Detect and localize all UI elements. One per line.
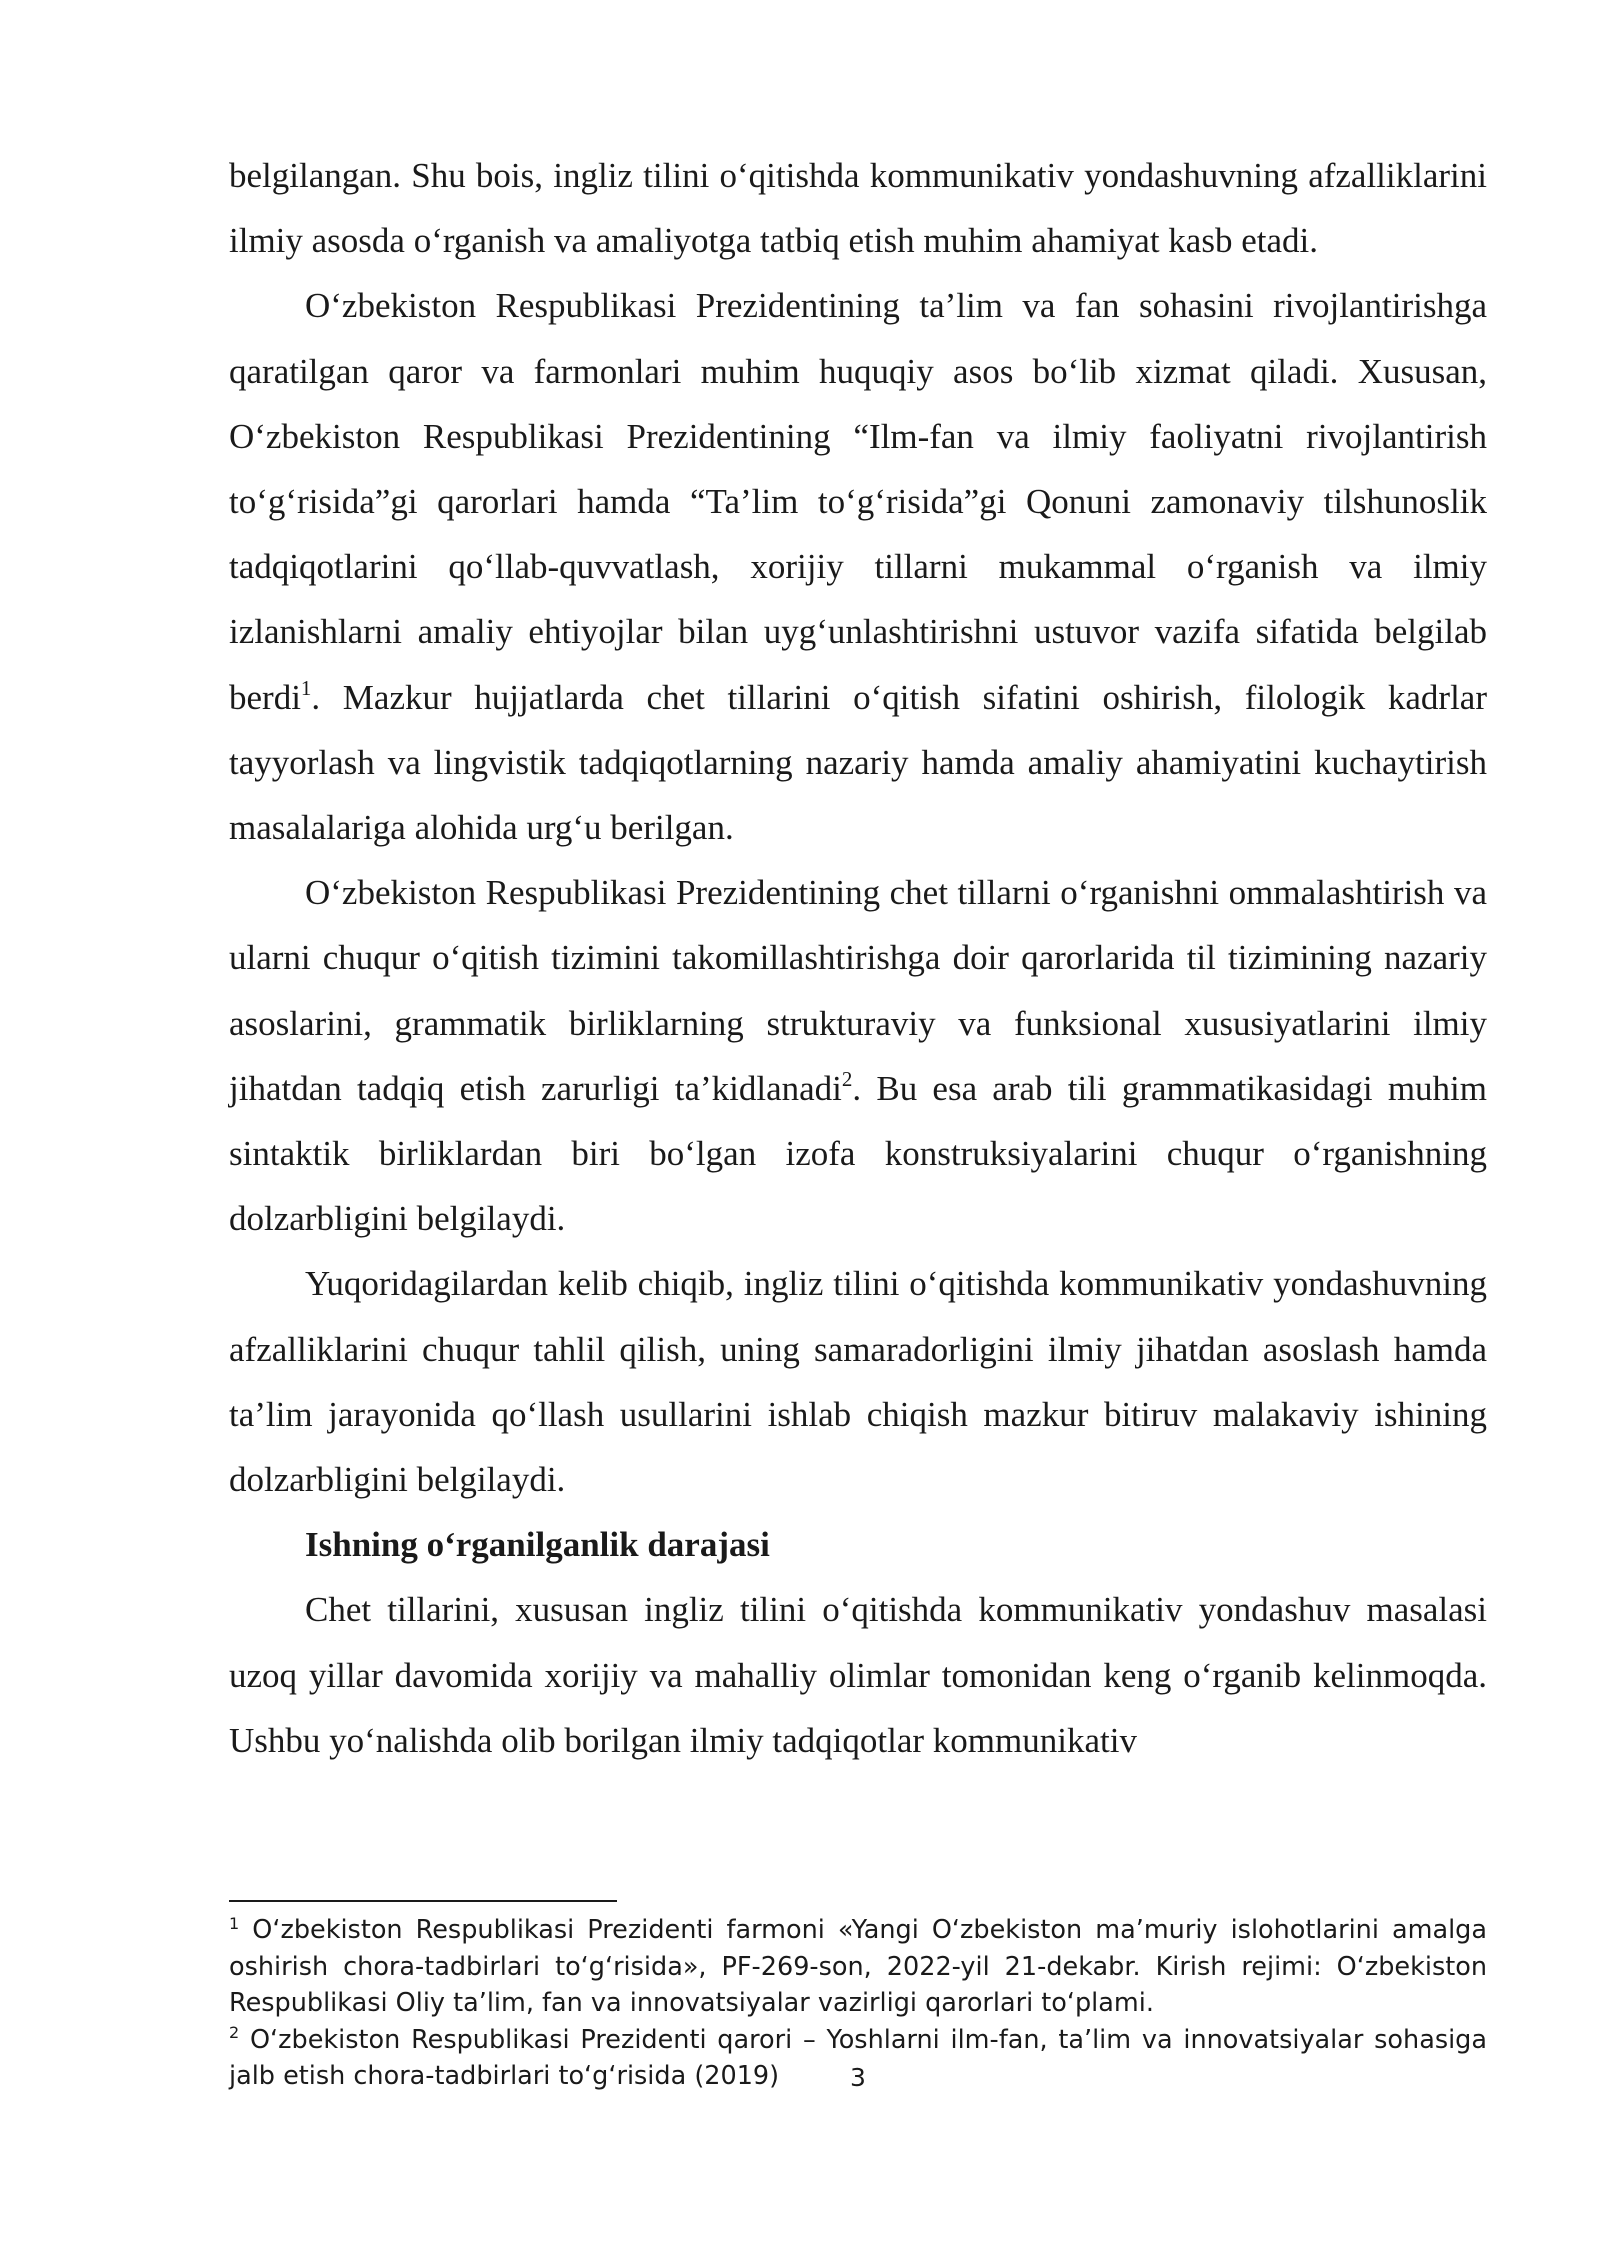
footnote-marker: 1 xyxy=(229,1913,240,1933)
section-heading: Ishning o‘rganilganlik darajasi xyxy=(305,1525,770,1565)
footnote-ref-2[interactable]: 2 xyxy=(841,1067,853,1092)
page-number: 3 xyxy=(850,2063,866,2092)
footnote-1 xyxy=(229,1912,1487,2022)
paragraph-3: O‘zbekiston Respublikasi Prezidentining chet tillarni o‘rganishni ommalashtirish va ularni chuqur o‘qitish tizimini takomillashtirishga doir qarorlarida til tizimining nazariy asoslarini, grammatik birliklarning strukturaviy va funksional xususiyatlarini ilmiy jihatdan tadqiq etish zarurligi ta’kidlanadi$^2$. Bu esa arab tili grammatikasidagi muhim sintaktik birliklardan biri bo‘lgan izofa konstruksiyalarini chuqur o‘rganishning dolzarbligini belgilaydi. xyxy=(229,873,1487,1239)
footnote-ref-1[interactable]: 1 xyxy=(300,675,312,700)
paragraph-1: belgilangan. Shu bois, ingliz tilini o‘qitishda kommunikativ yondashuvning afzalliklarini ilmiy asosda o‘rganish va amaliyotga tatbiq etish muhim ahamiyat kasb etadi. xyxy=(229,156,1487,261)
main-text xyxy=(229,143,1487,1773)
paragraph-2: O‘zbekiston Respublikasi Prezidentining ta’lim va fan sohasini rivojlantirishga qaratilgan qaror va farmonlari muhim huquqiy asos bo‘lib xizmat qiladi. Xususan, O‘zbekiston Respublikasi Prezidentining “Ilm-fan va ilmiy faoliyatni rivojlantirish to‘g‘risida”gi qarorlari hamda “Ta’lim to‘g‘risida”gi Qonuni zamonaviy tilshunoslik tadqiqotlarini qo‘llab-quvvatlash, xorijiy tillarni mukammal o‘rganish va ilmiy izlanishlarni amaliy ehtiyojlar bilan uyg‘unlashtirishni ustuvor vazifa sifatida belgilab berdi$^1$. Mazkur hujjatlarda chet tillarini o‘qitish sifatini oshirish, filologik kadrlar tayyorlash va lingvistik tadqiqotlarning nazariy hamda amaliy ahamiyatini kuchaytirish masalalariga alohida urg‘u berilgan. xyxy=(229,286,1487,848)
footnote-text: O‘zbekiston Respublikasi Prezidenti farmoni «Yangi O‘zbekiston ma’muriy islohotlarini amalga oshirish chora-tadbirlari to‘g‘risida», PF-269-son, 2022-yil 21-dekabr. Kirish rejimi: O‘zbekiston Respublikasi Oliy ta’lim, fan va innovatsiyalar vazirligi qarorlari to‘plami. xyxy=(229,1915,1487,2018)
footnote-separator xyxy=(229,1900,617,1902)
paragraph-5: Chet tillarini, xususan ingliz tilini o‘qitishda kommunikativ yondashuv masalasi uzoq yillar davomida xorijiy va mahalliy olimlar tomonidan keng o‘rganib kelinmoqda. Ushbu yo‘nalishda olib borilgan ilmiy tadqiqotlar kommunikativ xyxy=(229,1590,1487,1760)
footnote-marker: 2 xyxy=(229,2023,240,2042)
footnote-text: O‘zbekiston Respublikasi Prezidenti qarori – Yoshlarni ilm-fan, ta’lim va innovatsiyalar sohasiga jalb etish chora-tadbirlari to‘g‘risida (2019) xyxy=(229,2024,1487,2091)
paragraph-4: Yuqoridagilardan kelib chiqib, ingliz tilini o‘qitishda kommunikativ yondashuvning afzalliklarini chuqur tahlil qilish, uning samaradorligini ilmiy jihatdan asoslash hamda ta’lim jarayonida qo‘llash usullarini ishlab chiqish mazkur bitiruv malakaviy ishining dolzarbligini belgilaydi. xyxy=(229,1264,1487,1500)
